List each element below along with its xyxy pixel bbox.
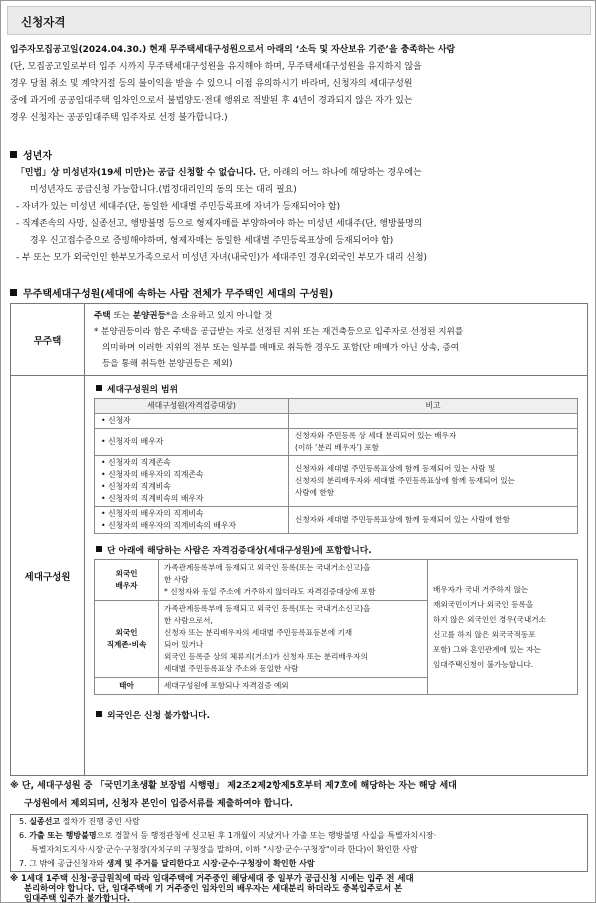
intro-bold: 입주자모집공고일(2024.04.30.) 현재 무주택세대구성원으로서 아래의 ‘소득 및 자산보유 기준’을 충족하는 사람 [10,45,456,55]
intro-line: 경우 당첨 취소 및 계약거절 등의 불이익을 받을 수 있으니 이점 유의하시기 바라며, 신청자의 세대구성원 [10,79,413,89]
square-bullet-icon [10,289,17,296]
minor-item: - 자녀가 있는 미성년 세대주(단, 동일한 세대별 주민등록표에 자녀가 등재되어야 함) [16,202,341,212]
presale-note-cont: 의미하며 이러한 지위의 전부 또는 일부를 매매로 취득한 경우도 포함(단 매매가 아닌 상속, 증여 [102,342,460,353]
minor-line: 미성년자도 공급신청 가능합니다.(법정대리인의 동의 또는 대리 필요) [30,185,297,195]
included-text: 가족관계등록부에 등재되고 외국인 등록(또는 국내거소신고)을 한 사람으로서, 신청자 또는 분리배우자의 세대별 주민등록표등본에 기재 되어 있거나 외국인 등록증 상의 체류지(거소)가 신청자 또는 분리배우자의 세대별 주민등록표상 주소와 동일한 사람 [159,601,428,678]
minor-item: - 부 또는 모가 외국인인 한부모가족으로서 미성년 자녀(내국인)가 세대주인 경우(외국인 부모가 대리 신청) [16,253,427,263]
exclusion-note-line: 구성원에서 제외되며, 신청자 본인이 입증서류를 제출하여야 합니다. [24,799,294,809]
scope-member: • 신청자의 직계비속의 배우자 [101,494,204,503]
col-header: 세대구성원(자격검증대상) [95,399,289,414]
square-bullet-icon [10,151,17,158]
final-note-line: 임대주택 입주가 불가합니다. [24,893,131,903]
household-table [10,303,588,776]
minor-bold: 「민법」상 미성년자(19세 미만)는 공급 신청할 수 없습니다. [16,168,257,178]
exclusion-note [10,777,588,813]
scope-member: • 신청자의 배우자의 직계존속 [101,470,204,479]
exclusion-note-line: ※ 단, 세대구성원 중 「국민기초생활 보장법 시행령」 제2조2제2항제5호부터 제7호에 해당하는 자는 해당 세대 [10,781,457,791]
included-text: 세대구성원에 포함되나 자격검증 예외 [159,678,428,695]
household-heading [10,285,333,300]
scope-row [95,507,578,534]
square-bullet-icon [96,385,102,391]
scope-member: • 신청자의 배우자의 직계비속의 배우자 [101,521,237,530]
included-label: 외국인 직계존·비속 [95,601,159,678]
scope-row [95,429,578,456]
foreigner-note [96,708,578,721]
text-or: 또는 [110,310,133,321]
scope-member: • 신청자 [101,416,131,425]
scope-heading [96,382,578,395]
scope-heading-text: 세대구성원의 범위 [107,385,179,395]
item-6-cont: 특별자치도지사·시장·군수·구청장(자치구의 구청장을 말하며, 이하 "시장·군수·구청장"이라 한다)이 확인한 사람 [31,845,418,854]
row-label: 무주택 [11,304,85,376]
scope-note [289,414,578,429]
square-bullet-icon [96,711,102,717]
adult-heading [10,147,52,162]
text-end: *을 소유하고 있지 아니할 것 [165,310,273,321]
household-heading-text: 무주택세대구성원(세대에 속하는 사람 전체가 무주택인 세대의 구성원) [23,289,334,300]
scope-member: • 신청자의 배우자 [101,437,164,446]
row-household-member [11,376,588,776]
included-label: 외국인 배우자 [95,560,159,601]
col-header: 비고 [289,399,578,414]
scope-members [95,414,289,429]
foreigner-note-text: 외국인은 신청 불가합니다. [107,711,210,721]
scope-members [95,429,289,456]
scope-note: 신청자와 세대별 주민등록표상에 함께 등재되어 있는 사람에 한함 [289,507,578,534]
scope-table [94,398,578,534]
scope-note: 신청자와 세대별 주민등록표상에 함께 등재되어 있는 사람 및 신청자의 분리배우자와 세대별 주민등록표상에 함께 등재되어 있는 사람에 한함 [289,456,578,507]
included-label: 태아 [95,678,159,695]
included-text: 가족관계등록부에 등재되고 외국인 등록(또는 국내거소신고)을 한 사람 * 신청자와 동일 주소에 거주하지 않더라도 자격검증대상에 포함 [159,560,428,601]
intro-line: 경우 신청자는 공공임대주택 입주자로 선정 불가합니다.) [10,113,228,123]
scope-members [95,507,289,534]
final-note-line: 분리하여야 합니다. 단, 임대주택에 기 거주중인 임차인의 배우자는 세대분리 하더라도 중복입주로서 본 [24,883,403,893]
included-heading-text: 단 아래에 해당하는 사람은 자격검증대상(세대구성원)에 포함합니다. [107,546,372,556]
minor-rest: 단, 아래의 어느 하나에 해당하는 경우에는 [256,168,422,178]
included-table [94,559,578,695]
minor-paragraph [16,165,588,267]
scope-member: • 신청자의 직계비속 [101,482,171,491]
scope-member: • 신청자의 배우자의 직계비속 [101,509,204,518]
row-no-house [11,304,588,376]
final-note-line: ※ 1세대 1주택 신청·공급원칙에 따라 임대주택에 거주중인 해당세대 중 일부가 공급신청 시에는 입주 전 세대 [10,873,414,883]
exclusion-items-box [10,814,588,872]
included-side-note: 배우자가 국내 거주하지 않는 재외국민이거나 외국인 등록을 하지 않은 외국인인 경우(국내거소 신고를 하지 않은 외국국적동포 포함) 그와 혼인관계에 있는 자는 임대주택신청이 불가능합니다. [428,560,578,695]
scope-member: • 신청자의 직계존속 [101,458,171,467]
final-note [10,873,588,903]
included-heading [96,543,578,556]
presale-note: * 분양권등이라 함은 주택을 공급받는 자로 선정된 지위 또는 재건축등으로 입주자로 선정된 지위를 [94,326,464,337]
scope-note: 신청자와 주민등록 상 세대 분리되어 있는 배우자 (이하 ‘분리 배우자’) 포함 [289,429,578,456]
item-6: 6. 가출 또는 행방불명으로 경찰서 등 행정관청에 신고된 후 1개월이 지났거나 가출 또는 행방불명 사실을 특별자치시장· [19,831,437,840]
minor-item: - 직계존속의 사망, 실종선고, 행방불명 등으로 형제자매를 부양하여야 하는 미성년 세대주(단, 행방불명의 [16,219,423,229]
square-bullet-icon [96,546,102,552]
minor-item-cont: 경우 신고접수증으로 증빙해야하며, 형제자매는 동일한 세대별 주민등록표상에 등재되어야 함) [30,236,394,246]
bold-presale: 분양권등 [132,310,166,321]
bold-house: 주택 [94,310,111,321]
item-5: 5. 실종선고 절차가 진행 중인 사람 [19,817,140,826]
adult-heading-text: 성년자 [23,151,52,162]
scope-members [95,456,289,507]
row-content [85,376,588,776]
intro-line: 중에 과거에 공공임대주택 임차인으로서 불법양도·전대 행위로 적발된 후 4년이 경과되지 않은 자가 있는 [10,96,413,106]
intro-line: (단, 모집공고일로부터 입주 시까지 무주택세대구성원을 유지해야 하며, 무주택세대구성원을 유지하지 않을 [10,62,422,72]
item-7: 7. 그 밖에 공급신청자와 생계 및 주거를 달리한다고 시장·군수·구청장이 확인한 사람 [19,859,315,868]
row-content [85,304,588,376]
row-label: 세대구성원 [11,376,85,776]
intro-paragraph [10,42,588,127]
section-title: 신청자격 [21,15,66,29]
presale-note-cont: 등을 통해 취득한 분양권등은 제외) [102,358,233,369]
scope-row [95,456,578,507]
section-header [7,6,591,35]
included-row [95,560,578,601]
scope-row [95,414,578,429]
